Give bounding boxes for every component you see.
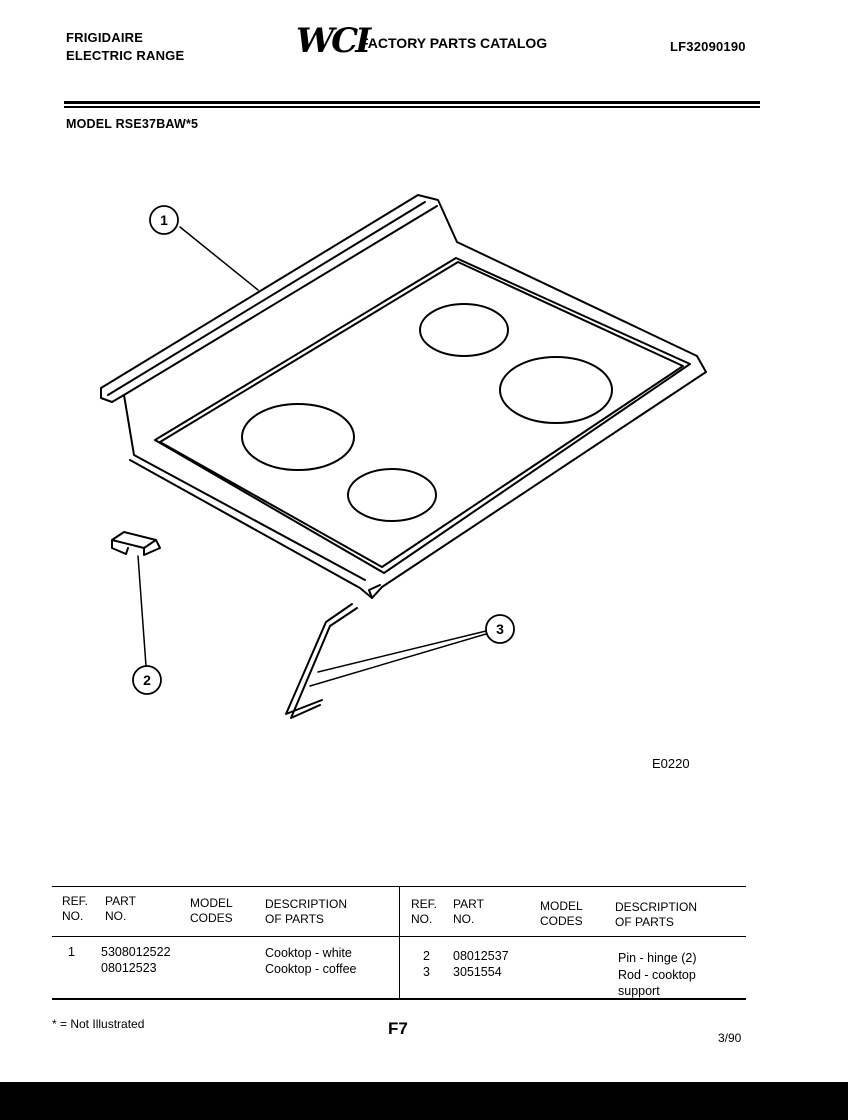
table-row-description: Pin - hinge (2) bbox=[618, 951, 697, 965]
table-row-ref: 2 bbox=[423, 949, 430, 963]
revision-date: 3/90 bbox=[718, 1031, 742, 1045]
header-part-no-right: PART NO. bbox=[453, 897, 484, 926]
burner-opening-right-front bbox=[500, 357, 612, 423]
cooktop-left-edge bbox=[124, 395, 365, 580]
brand-name: FRIGIDAIRE bbox=[66, 30, 144, 45]
burner-opening-right-rear bbox=[420, 304, 508, 356]
table-row-part-no: 5308012522 08012523 bbox=[101, 945, 171, 975]
callout-label-2: 2 bbox=[143, 672, 151, 688]
hinge-pin-part bbox=[112, 532, 156, 548]
header-description-right: DESCRIPTION OF PARTS bbox=[615, 900, 698, 929]
wci-logo: WCI bbox=[296, 21, 369, 61]
callout-label-1: 1 bbox=[160, 212, 168, 228]
table-row-description: Rod - cooktop support bbox=[618, 968, 696, 998]
table-row-ref: 1 bbox=[68, 945, 75, 959]
callout-label-3: 3 bbox=[496, 621, 504, 637]
cooktop-support-rod bbox=[286, 604, 352, 714]
burner-opening-left-front bbox=[348, 469, 436, 521]
leader-line-3a bbox=[318, 631, 486, 672]
leader-line-3b bbox=[310, 634, 486, 686]
scan-bottom-border bbox=[0, 1082, 848, 1120]
leader-line-1 bbox=[180, 227, 258, 290]
header-part-no-left: PART NO. bbox=[105, 894, 136, 923]
burner-opening-left-rear bbox=[242, 404, 354, 470]
header-ref-no-left: REF. NO. bbox=[62, 894, 89, 923]
header-description-left: DESCRIPTION OF PARTS bbox=[265, 897, 348, 926]
not-illustrated-note: * = Not Illustrated bbox=[52, 1017, 145, 1031]
header-ref-no-right: REF. NO. bbox=[411, 897, 438, 926]
table-column-divider bbox=[399, 886, 400, 1000]
table-row-description: Cooktop - white Cooktop - coffee bbox=[265, 946, 357, 976]
model-number: MODEL RSE37BAW*5 bbox=[66, 117, 199, 131]
header-model-codes-right: MODEL CODES bbox=[540, 899, 583, 928]
product-type: ELECTRIC RANGE bbox=[66, 48, 185, 63]
table-row-ref: 3 bbox=[423, 965, 430, 979]
catalog-title: FACTORY PARTS CATALOG bbox=[360, 35, 548, 51]
leader-line-2 bbox=[138, 556, 146, 666]
page-number: F7 bbox=[388, 1019, 408, 1038]
table-row-part-no: 3051554 bbox=[453, 965, 502, 979]
header-model-codes-left: MODEL CODES bbox=[190, 896, 233, 925]
drawing-code: E0220 bbox=[652, 756, 690, 771]
catalog-number: LF32090190 bbox=[670, 39, 746, 54]
table-row-part-no: 08012537 bbox=[453, 949, 509, 963]
